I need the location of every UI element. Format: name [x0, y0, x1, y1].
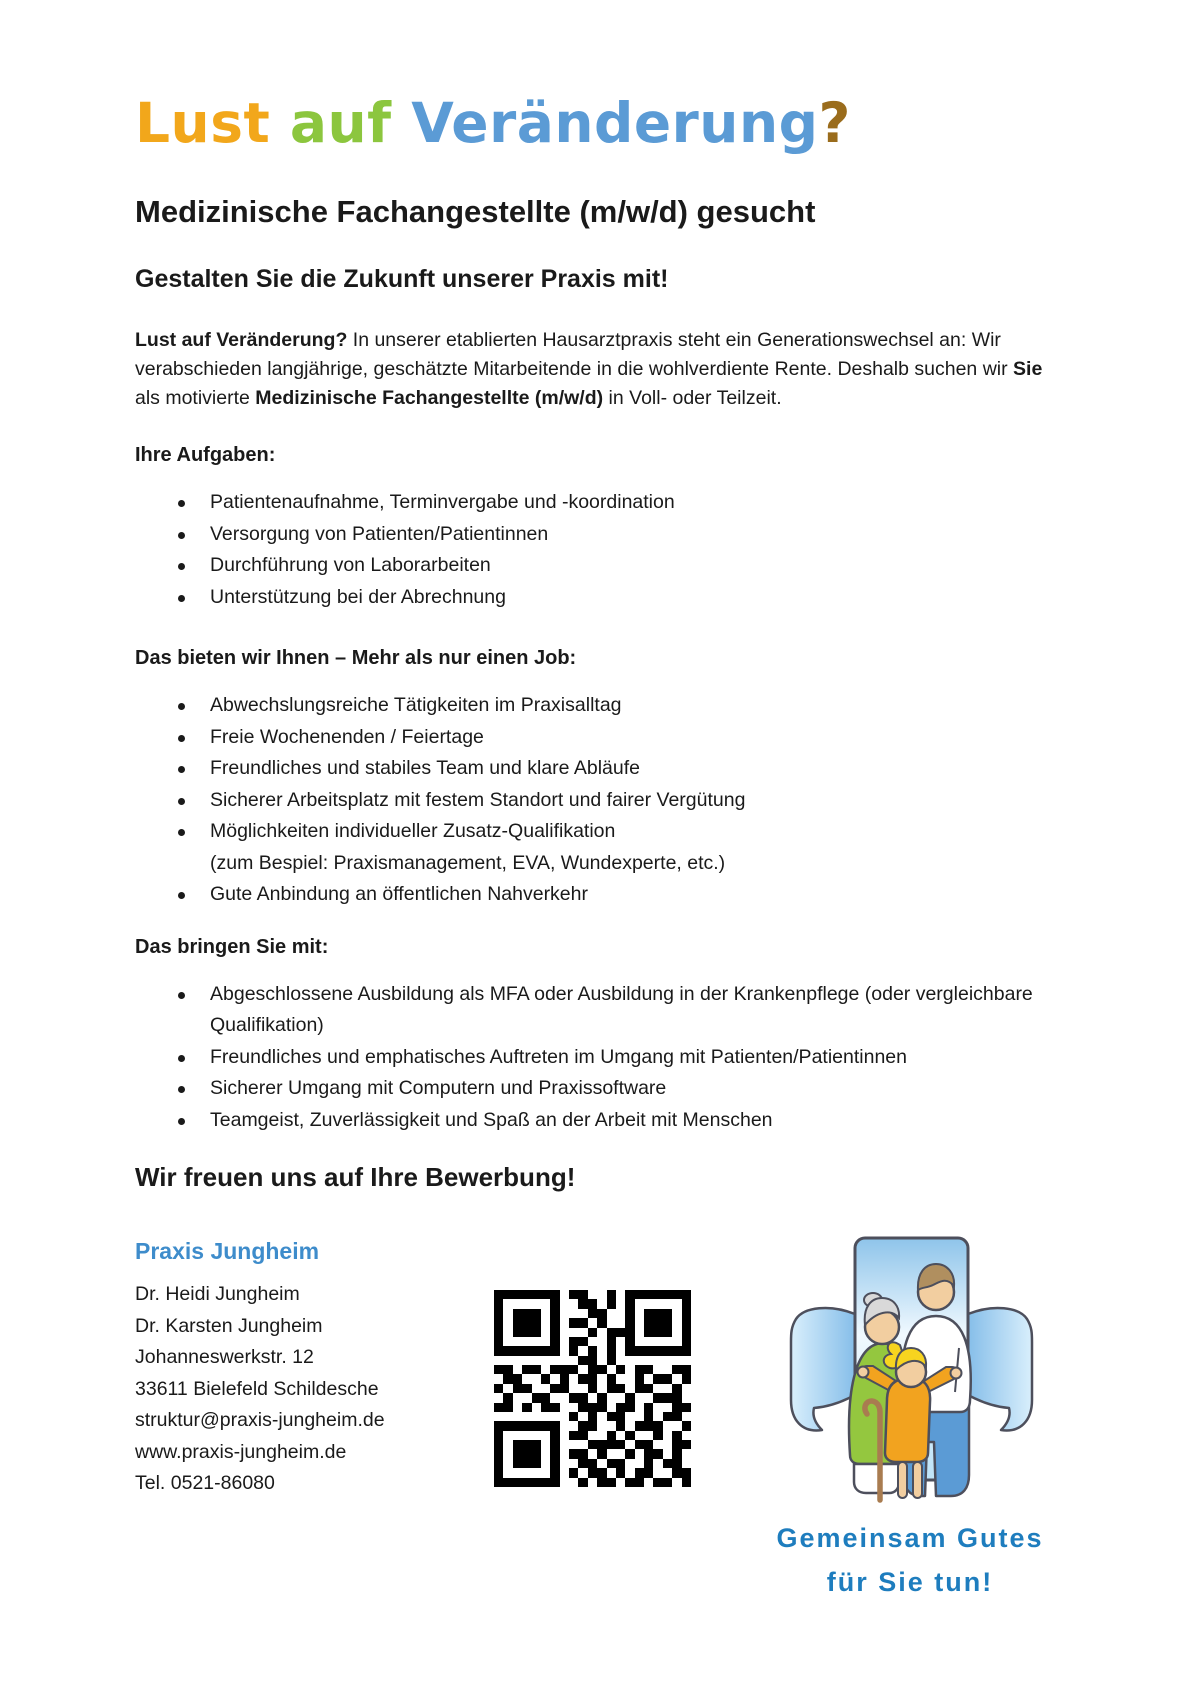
offer-item-text: Freie Wochenenden / Feiertage — [210, 725, 484, 748]
tagline-line-1: Gemeinsam Gutes — [776, 1523, 1044, 1553]
girl-leg-left — [898, 1462, 907, 1498]
contact-phone: Tel. 0521-86080 — [135, 1472, 275, 1494]
contact-city: 33611 Bielefeld Schildesche — [135, 1377, 379, 1400]
offer-item-text: Möglichkeiten individueller Zusatz-Qualifikation — [210, 820, 616, 843]
offer-item-text: Abwechslungsreiche Tätigkeiten im Praxisalltag — [210, 694, 622, 717]
offer-item-text: Sicherer Arbeitsplatz mit festem Standort und fairer Vergütung — [210, 788, 746, 811]
contact-email-link[interactable]: struktur@praxis-jungheim.de — [135, 1409, 385, 1431]
contact-doctor-1: Dr. Heidi Jungheim — [135, 1283, 300, 1305]
tagline-line-2: für Sie tun! — [826, 1567, 994, 1597]
contact-doctor-2: Dr. Karsten Jungheim — [135, 1314, 323, 1337]
closing-heading: Wir freuen uns auf Ihre Bewerbung! — [135, 1162, 576, 1193]
offer-list — [135, 690, 1060, 911]
logo-tagline — [735, 1516, 1085, 1604]
list-item — [177, 550, 1060, 582]
tasks-list — [135, 487, 1060, 613]
title-word-lust: Lust — [135, 91, 271, 155]
grandma-skirt — [854, 1464, 899, 1493]
intro-paragraph — [135, 326, 1060, 413]
requirement-item-text: Sicherer Umgang mit Computern und Praxissoftware — [210, 1077, 667, 1100]
intro-bold-sie: Sie — [1013, 358, 1043, 381]
task-item-text: Patientenaufnahme, Terminvergabe und -koordination — [210, 491, 675, 514]
requirements-heading: Das bringen Sie mit: — [135, 935, 329, 958]
requirement-item-text: Freundliches und emphatisches Auftreten im Umgang mit Patienten/Patientinnen — [210, 1045, 907, 1068]
list-item — [177, 519, 1060, 551]
contact-website-link[interactable]: www.praxis-jungheim.de — [135, 1440, 347, 1463]
girl-left-hand — [858, 1367, 869, 1378]
job-headline: Medizinische Fachangestellte (m/w/d) gesucht — [135, 194, 816, 230]
doc-title — [135, 92, 1060, 155]
intro-bold-mfa: Medizinische Fachangestellte (m/w/d) — [255, 387, 604, 410]
girl-dress — [885, 1378, 930, 1462]
offer-item-note: (zum Bespiel: Praxismanagement, EVA, Wundexperte, etc.) — [210, 851, 726, 874]
list-item — [177, 1042, 1060, 1074]
task-item-text: Unterstützung bei der Abrechnung — [210, 585, 506, 608]
list-item — [177, 722, 1060, 754]
intro-bold-lust: Lust auf Veränderung? — [135, 329, 348, 352]
contact-street: Johanneswerkstr. 12 — [135, 1346, 314, 1368]
list-item — [177, 753, 1060, 785]
task-item-text: Versorgung von Patienten/Patientinnen — [210, 522, 549, 545]
title-question-mark: ? — [818, 91, 851, 155]
practice-name: Praxis Jungheim — [135, 1238, 320, 1264]
qr-code — [494, 1290, 691, 1487]
offer-heading: Das bieten wir Ihnen – Mehr als nur einen Job: — [135, 647, 577, 670]
girl-leg-right — [913, 1462, 922, 1498]
requirements-list — [135, 979, 1060, 1137]
offer-item-text: Freundliches und stabiles Team und klare Abläufe — [210, 757, 640, 780]
intro-text-1: In unserer etablierten Hausarztpraxis steht ein Generationswechsel an: Wir verabschieden langjährige, geschätzte Mitarbeitende in die wohlverdiente Rente. Deshalb suchen wir — [135, 329, 1014, 381]
list-item — [177, 1073, 1060, 1105]
tasks-heading: Ihre Aufgaben: — [135, 444, 276, 467]
intro-text-2: als motivierte — [135, 387, 256, 410]
task-item-text: Durchführung von Laborarbeiten — [210, 554, 491, 577]
cross-right-wing — [968, 1308, 1032, 1430]
cross-left-wing — [791, 1308, 855, 1430]
list-item — [177, 582, 1060, 614]
requirement-item-text: Abgeschlossene Ausbildung als MFA oder Ausbildung in der Krankenpflege (oder vergleichbare Qualifikation) — [210, 982, 1033, 1037]
list-item — [177, 979, 1060, 1042]
list-item — [177, 487, 1060, 519]
girl-right-hand — [951, 1368, 962, 1379]
intro-text-3: in Voll- oder Teilzeit. — [603, 387, 782, 410]
list-item — [177, 879, 1060, 911]
list-item — [177, 690, 1060, 722]
title-word-auf: auf — [270, 91, 392, 155]
title-word-veraenderung: Veränderung — [391, 91, 819, 155]
requirement-item-text: Teamgeist, Zuverlässigkeit und Spaß an der Arbeit mit Menschen — [210, 1108, 773, 1131]
main-content — [135, 92, 1060, 1194]
list-item — [177, 816, 1060, 879]
contact-block — [135, 1238, 475, 1500]
subheadline: Gestalten Sie die Zukunft unserer Praxis mit! — [135, 265, 669, 294]
list-item — [177, 1105, 1060, 1137]
offer-item-text: Gute Anbindung an öffentlichen Nahverkehr — [210, 883, 588, 906]
list-item — [177, 785, 1060, 817]
medical-cross-family-illustration — [770, 1230, 1060, 1520]
